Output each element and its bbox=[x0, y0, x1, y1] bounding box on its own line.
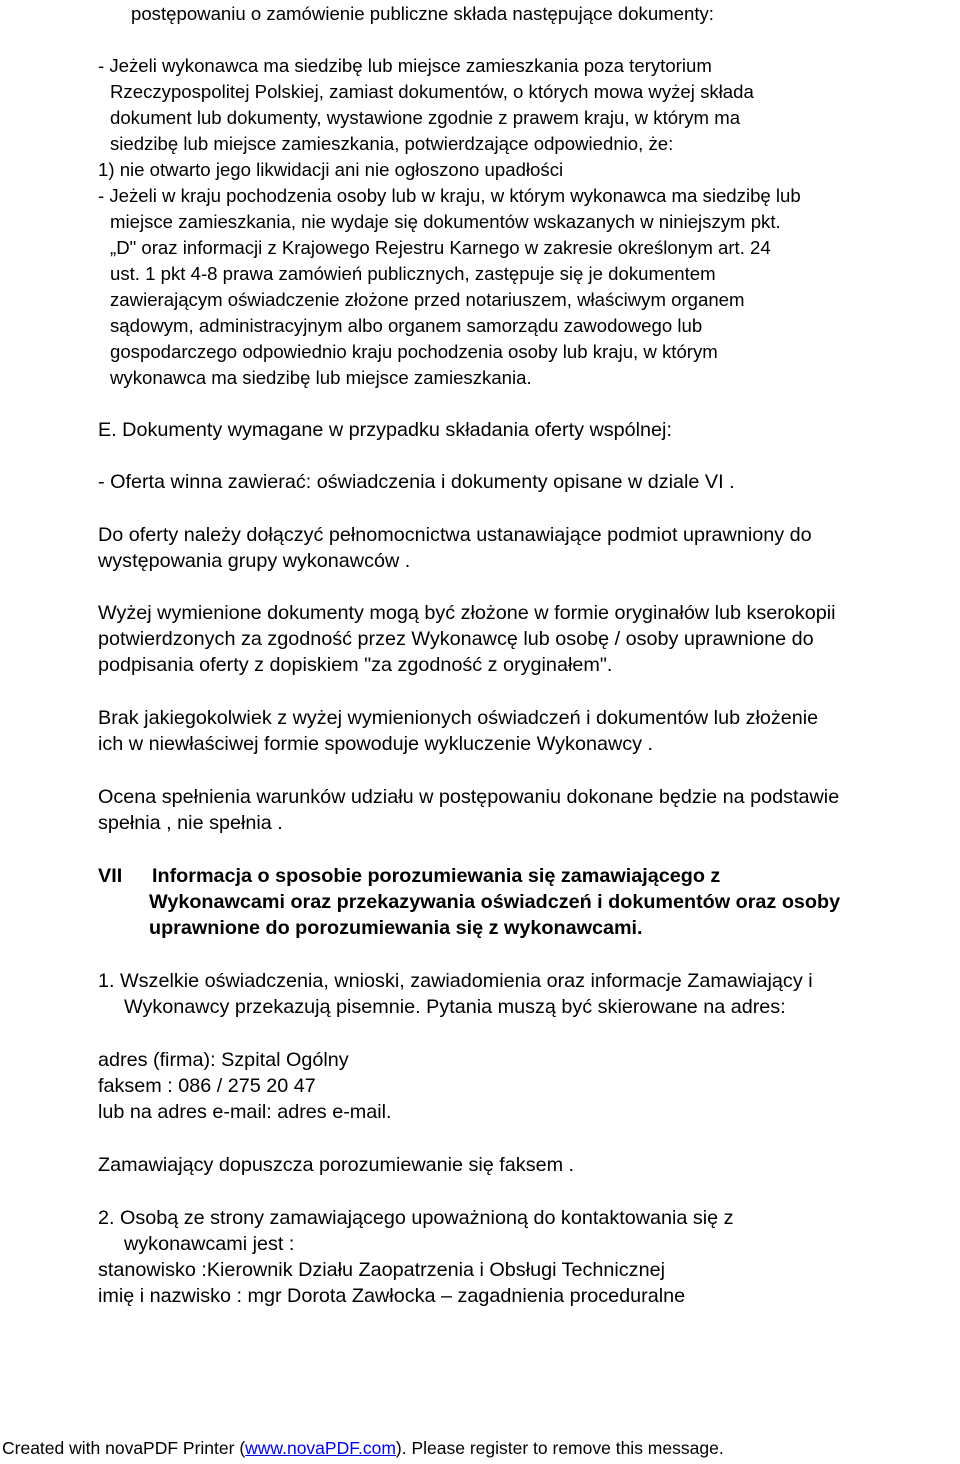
footer-suffix: ). Please register to remove this message. bbox=[395, 1438, 724, 1458]
text-line: wykonawca ma siedzibę lub miejsce zamieszkania. bbox=[110, 367, 532, 388]
section-vii-title: uprawnione do porozumiewania się z wykonawcami. bbox=[149, 917, 643, 939]
paragraph-line: ich w niewłaściwej formie spowoduje wykluczenie Wykonawcy . bbox=[98, 733, 654, 755]
list-item-1: 1. Wszelkie oświadczenia, wnioski, zawiadomienia oraz informacje Zamawiający i bbox=[98, 970, 813, 992]
paragraph-line: występowania grupy wykonawców . bbox=[98, 550, 411, 572]
text-line: Rzeczypospolitej Polskiej, zamiast dokumentów, o których mowa wyżej składa bbox=[110, 81, 754, 102]
paragraph-line: Ocena spełnienia warunków udziału w postępowaniu dokonane będzie na podstawie bbox=[98, 786, 840, 808]
contact-position: stanowisko :Kierownik Działu Zaopatrzenia i Obsługi Technicznej bbox=[98, 1259, 665, 1281]
text-line: zawierającym oświadczenie złożone przed notariuszem, właściwym organem bbox=[110, 289, 745, 310]
address-line: adres (firma): Szpital Ogólny bbox=[98, 1049, 349, 1071]
text-line: sądowym, administracyjnym albo organem samorządu zawodowego lub bbox=[110, 315, 703, 336]
text-line: siedzibę lub miejsce zamieszkania, potwierdzające odpowiednio, że: bbox=[110, 133, 674, 154]
list-item-1: Wykonawcy przekazują pisemnie. Pytania muszą być skierowane na adres: bbox=[124, 996, 786, 1018]
novapdf-link[interactable]: www.novaPDF.com bbox=[245, 1438, 396, 1458]
text-line: - Jeżeli w kraju pochodzenia osoby lub w kraju, w którym wykonawca ma siedzibę lub bbox=[98, 185, 801, 206]
text-line: „D" oraz informacji z Krajowego Rejestru Karnego w zakresie określonym art. 24 bbox=[110, 237, 771, 258]
text-line: postępowaniu o zamówienie publiczne składa następujące dokumenty: bbox=[131, 3, 714, 24]
paragraph-line: Wyżej wymienione dokumenty mogą być złożone w formie oryginałów lub kserokopii bbox=[98, 602, 836, 624]
text-line: 1) nie otwarto jego likwidacji ani nie ogłoszono upadłości bbox=[98, 159, 564, 180]
section-e-heading: E. Dokumenty wymagane w przypadku składania oferty wspólnej: bbox=[98, 419, 672, 441]
text-line: dokument lub dokumenty, wystawione zgodnie z prawem kraju, w którym ma bbox=[110, 107, 741, 128]
email-line: lub na adres e-mail: adres e-mail. bbox=[98, 1101, 392, 1123]
list-item-2: 2. Osobą ze strony zamawiającego upoważnioną do kontaktowania się z bbox=[98, 1207, 734, 1229]
text-line: miejsce zamieszkania, nie wydaje się dokumentów wskazanych w niniejszym pkt. bbox=[110, 211, 781, 232]
paragraph-line: Do oferty należy dołączyć pełnomocnictwa ustanawiające podmiot uprawniony do bbox=[98, 524, 812, 546]
paragraph-line: Brak jakiegokolwiek z wyżej wymienionych oświadczeń i dokumentów lub złożenie bbox=[98, 707, 819, 729]
section-vii-title: Informacja o sposobie porozumiewania się zamawiającego z bbox=[152, 865, 721, 887]
list-item-2: wykonawcami jest : bbox=[124, 1233, 295, 1255]
text-line: - Jeżeli wykonawca ma siedzibę lub miejsce zamieszkania poza terytorium bbox=[98, 55, 712, 76]
footer-prefix: Created with novaPDF Printer ( bbox=[2, 1438, 246, 1458]
section-vii-number: VII bbox=[98, 865, 123, 887]
offer-line: - Oferta winna zawierać: oświadczenia i dokumenty opisane w dziale VI . bbox=[98, 471, 735, 493]
novapdf-footer bbox=[2, 1438, 724, 1459]
text-line: ust. 1 pkt 4-8 prawa zamówień publicznych, zastępuje się je dokumentem bbox=[110, 263, 716, 284]
text-line: gospodarczego odpowiednio kraju pochodzenia osoby lub kraju, w którym bbox=[110, 341, 718, 362]
paragraph-line: spełnia , nie spełnia . bbox=[98, 812, 283, 834]
paragraph-line: podpisania oferty z dopiskiem "za zgodność z oryginałem". bbox=[98, 654, 613, 676]
contact-name: imię i nazwisko : mgr Dorota Zawłocka – zagadnienia proceduralne bbox=[98, 1285, 686, 1307]
paragraph-line: potwierdzonych za zgodność przez Wykonawcę lub osobę / osoby uprawnione do bbox=[98, 628, 814, 650]
fax-line: faksem : 086 / 275 20 47 bbox=[98, 1075, 316, 1097]
section-vii-title: Wykonawcami oraz przekazywania oświadczeń i dokumentów oraz osoby bbox=[149, 891, 841, 913]
fax-note: Zamawiający dopuszcza porozumiewanie się faksem . bbox=[98, 1154, 575, 1176]
